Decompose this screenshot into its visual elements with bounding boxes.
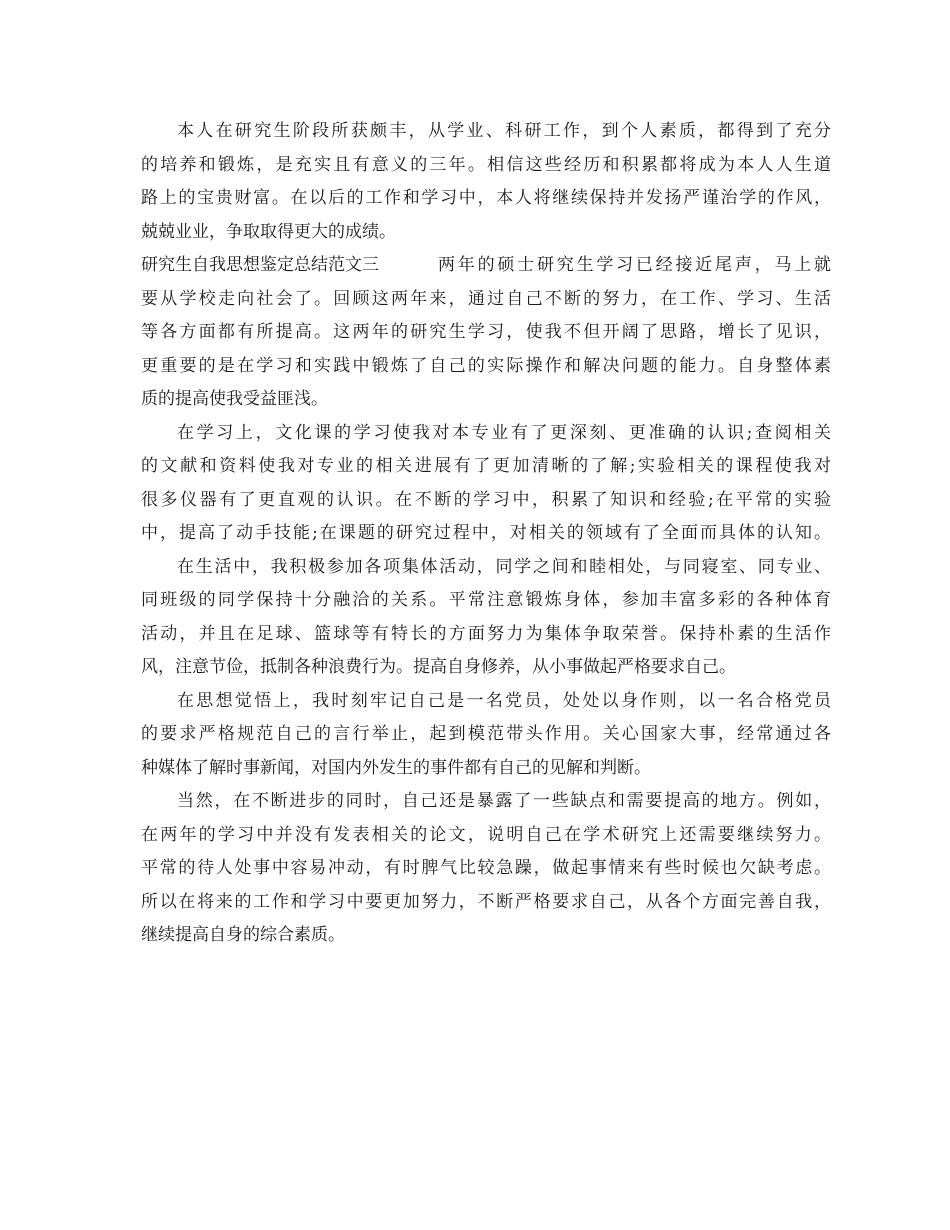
paragraph-3 bbox=[141, 417, 831, 551]
paragraph-line: 在思想觉悟上，我时刻牢记自己是一名党员，处处以身作则，以一名合格党员 bbox=[177, 690, 831, 711]
paragraph-line: 等各方面都有所提高。这两年的研究生学习，使我不但开阔了思路，增长了见识， bbox=[141, 322, 831, 342]
paragraph-1 bbox=[141, 115, 831, 249]
paragraph-line: 两年的硕士研究生学习已经接近尾声，马上就 bbox=[438, 255, 831, 275]
paragraph-line: 活动，并且在足球、篮球等有特长的方面努力为集体争取荣誉。保持朴素的生活作 bbox=[141, 623, 831, 644]
paragraph-line: 风，注意节俭，抵制各种浪费行为。提高自身修养，从小事做起严格要求自己。 bbox=[141, 657, 736, 677]
paragraph-line: 本人在研究生阶段所获颇丰，从学业、科研工作，到个人素质，都得到了充分 bbox=[177, 121, 831, 141]
paragraph-line: 的培养和锻炼，是充实且有意义的三年。相信这些经历和积累都将成为本人人生道 bbox=[141, 154, 831, 175]
document-body bbox=[141, 115, 831, 953]
paragraph-line: 很多仪器有了更直观的认识。在不断的学习中，积累了知识和经验;在平常的实验 bbox=[141, 489, 831, 510]
paragraph-line: 在学习上，文化课的学习使我对本专业有了更深刻、更准确的认识;查阅相关 bbox=[177, 422, 831, 443]
paragraph-line: 的文献和资料使我对专业的相关进展有了更加清晰的了解;实验相关的课程使我对 bbox=[141, 456, 831, 476]
paragraph-5 bbox=[141, 685, 831, 786]
paragraph-line: 兢兢业业，争取取得更大的成绩。 bbox=[141, 221, 396, 242]
paragraph-line: 在两年的学习中并没有发表相关的论文，说明自己在学术研究上还需要继续努力。 bbox=[141, 824, 831, 845]
paragraph-line: 所以在将来的工作和学习中要更加努力，不断严格要求自己，从各个方面完善自我， bbox=[141, 891, 831, 912]
paragraph-2 bbox=[141, 249, 831, 417]
section-heading-line bbox=[141, 249, 831, 283]
paragraph-line: 路上的宝贵财富。在以后的工作和学习中，本人将继续保持并发扬严谨治学的作风， bbox=[141, 188, 831, 208]
paragraph-line: 要从学校走向社会了。回顾这两年来，通过自己不断的努力，在工作、学习、生活 bbox=[141, 288, 831, 309]
paragraph-line: 更重要的是在学习和实践中锻炼了自己的实际操作和解决问题的能力。自身整体素 bbox=[141, 355, 831, 376]
paragraph-line: 平常的待人处事中容易冲动，有时脾气比较急躁，做起事情来有些时候也欠缺考虑。 bbox=[141, 858, 831, 878]
section-heading: 研究生自我思想鉴定总结范文三 bbox=[141, 255, 379, 275]
paragraph-line: 种媒体了解时事新闻，对国内外发生的事件都有自己的见解和判断。 bbox=[141, 757, 651, 778]
paragraph-line: 的要求严格规范自己的言行举止，起到模范带头作用。关心国家大事，经常通过各 bbox=[141, 724, 831, 744]
paragraph-line: 同班级的同学保持十分融洽的关系。平常注意锻炼身体，参加丰富多彩的各种体育 bbox=[141, 590, 831, 610]
paragraph-6 bbox=[141, 785, 831, 953]
paragraph-line: 在生活中，我积极参加各项集体活动，同学之间和睦相处，与同寝室、同专业、 bbox=[177, 556, 831, 577]
paragraph-line: 当然，在不断进步的同时，自己还是暴露了一些缺点和需要提高的地方。例如， bbox=[177, 791, 831, 811]
paragraph-line: 中，提高了动手技能;在课题的研究过程中，对相关的领域有了全面而具体的认知。 bbox=[141, 523, 831, 543]
paragraph-line: 质的提高使我受益匪浅。 bbox=[141, 389, 328, 409]
paragraph-4 bbox=[141, 551, 831, 685]
paragraph-line: 继续提高自身的综合素质。 bbox=[141, 925, 345, 945]
